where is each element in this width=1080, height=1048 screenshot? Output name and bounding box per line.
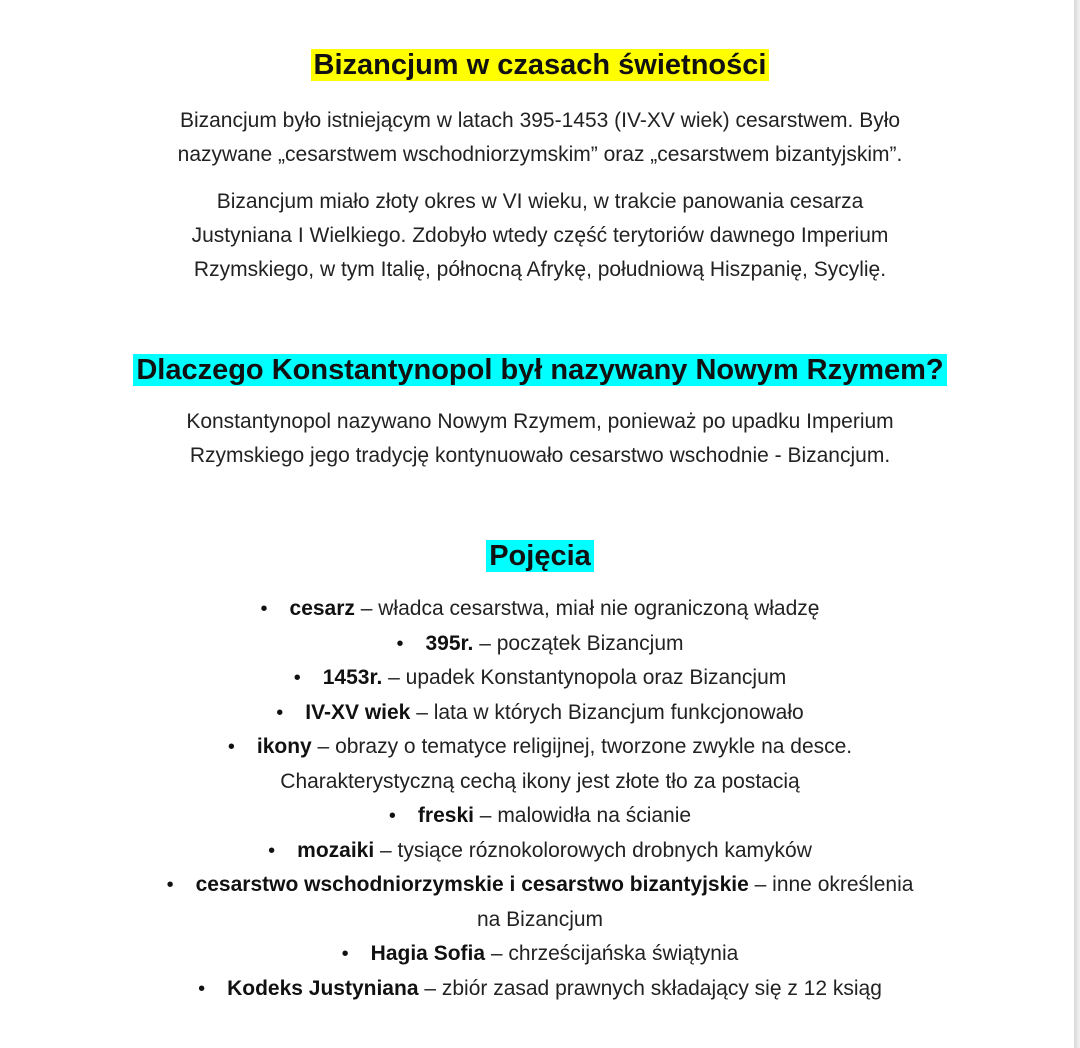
heading-new-rome <box>0 352 1080 388</box>
list-item <box>0 730 1080 799</box>
definition: – inne określenia <box>748 873 914 896</box>
list-item <box>0 661 1080 696</box>
list-item <box>0 592 1080 627</box>
definition: – lata w których Bizancjum funkcjonowało <box>410 700 804 724</box>
paragraph-new-rome <box>0 405 1080 473</box>
term: freski <box>417 804 474 827</box>
list-item <box>0 868 1080 937</box>
definition: – zbiór zasad prawnych składający się z 12 ksiąg <box>418 976 882 1000</box>
definition-continuation: na Bizancjum <box>476 907 604 931</box>
bullet-icon: • <box>166 874 174 896</box>
heading-text: Pojęcia <box>486 540 594 572</box>
definition-continuation: Charakterystyczną cechą ikony jest złote tło za postacią <box>280 769 800 793</box>
bullet-icon: • <box>260 598 268 620</box>
term: mozaiki <box>297 838 375 862</box>
heading-text: Dlaczego Konstantynopol był nazywany Nowym Rzymem? <box>133 354 946 386</box>
heading-byzantium-glory <box>0 47 1080 83</box>
definition: – upadek Konstantynopola oraz Bizancjum <box>382 666 787 689</box>
definition: – tysiące róznokolorowych drobnych kamyków <box>374 838 812 862</box>
list-item <box>0 972 1080 1007</box>
bullet-icon: • <box>341 943 349 965</box>
bullet-icon: • <box>396 632 404 655</box>
paragraph-golden-age <box>0 185 1080 287</box>
list-item <box>0 696 1080 731</box>
concepts-list <box>0 592 1080 1006</box>
term: Kodeks Justyniana <box>227 976 419 1000</box>
term: 1453r. <box>322 666 383 689</box>
bullet-icon: • <box>268 839 276 862</box>
list-item <box>0 799 1080 834</box>
paragraph-line: Rzymskiego, w tym Italię, północną Afrykę, południową Hiszpanię, Sycylię. <box>193 258 887 281</box>
definition: – władca cesarstwa, miał nie ograniczoną władzę <box>354 597 820 620</box>
paragraph-line: Rzymskiego jego tradycję kontynuowało cesarstwo wschodnie - Bizancjum. <box>189 444 891 467</box>
paragraph-line: Bizancjum miało złoty okres w VI wieku, w trakcie panowania cesarza <box>216 190 864 213</box>
bullet-icon: • <box>388 805 396 827</box>
bullet-icon: • <box>227 736 235 758</box>
heading-concepts <box>0 538 1080 574</box>
bullet-icon: • <box>198 977 206 1000</box>
term: cesarz <box>289 597 355 620</box>
definition: – malowidła na ścianie <box>473 804 692 827</box>
paragraph-line: Bizancjum było istniejącym w latach 395-1453 (IV-XV wiek) cesarstwem. Było <box>179 109 901 132</box>
bullet-icon: • <box>293 667 301 689</box>
bullet-icon: • <box>276 701 284 724</box>
paragraph-line: Justyniana I Wielkiego. Zdobyło wtedy część terytoriów dawnego Imperium <box>191 224 889 247</box>
paragraph-line: Konstantynopol nazywano Nowym Rzymem, ponieważ po upadku Imperium <box>186 410 894 433</box>
term: 395r. <box>425 631 474 655</box>
term: IV-XV wiek <box>305 700 411 724</box>
term: ikony <box>256 735 312 758</box>
list-item <box>0 627 1080 662</box>
paragraph-intro <box>0 104 1080 172</box>
list-item <box>0 834 1080 869</box>
definition: – chrześcijańska świątynia <box>485 942 739 965</box>
definition: – obrazy o tematyce religijnej, tworzone zwykle na desce. <box>311 735 853 758</box>
definition: – początek Bizancjum <box>473 631 684 655</box>
paragraph-line: nazywane „cesarstwem wschodniorzymskim” oraz „cesarstwem bizantyjskim”. <box>177 143 903 166</box>
term: Hagia Sofia <box>370 942 486 965</box>
list-item <box>0 937 1080 972</box>
term: cesarstwo wschodniorzymskie i cesarstwo bizantyjskie <box>195 873 749 896</box>
heading-text: Bizancjum w czasach świetności <box>311 49 770 81</box>
